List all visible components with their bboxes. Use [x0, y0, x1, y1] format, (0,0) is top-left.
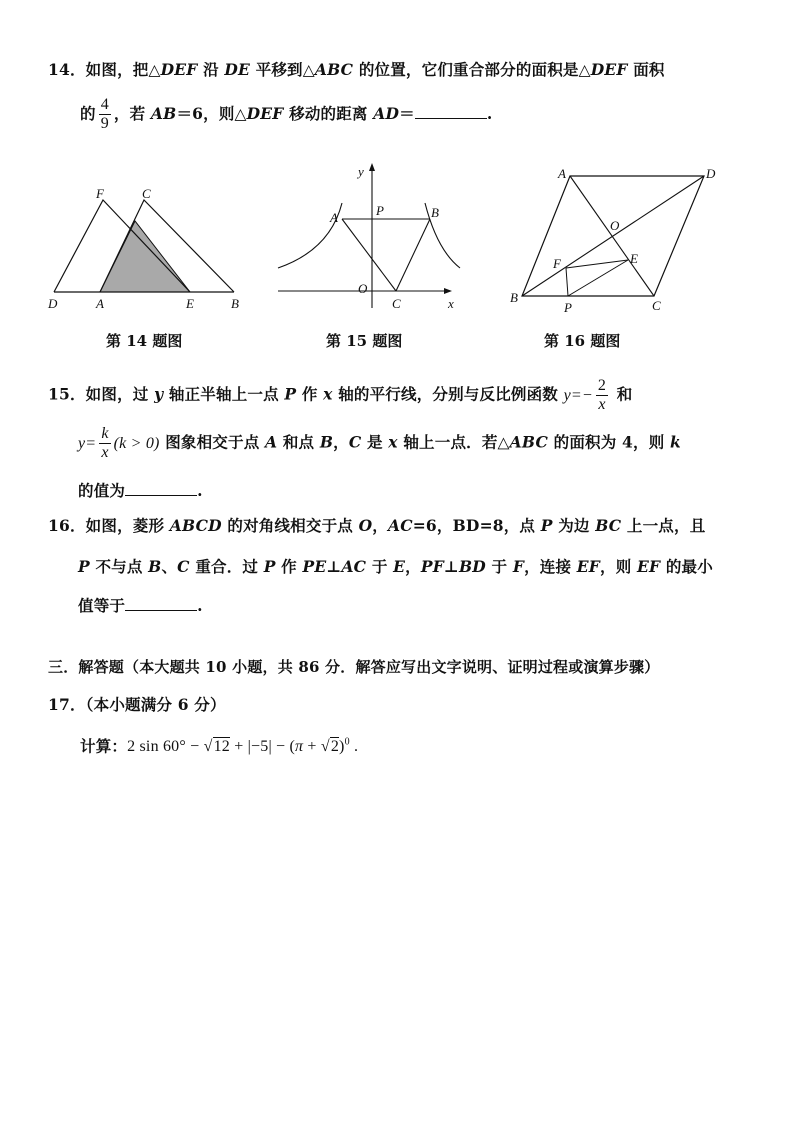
answer-blank [125, 609, 197, 611]
diagonal-bd [522, 176, 704, 296]
label-b: B [231, 296, 239, 311]
caption-fig-16: 第 16 题图 [544, 332, 621, 350]
q17-expression: 计算：2 $\sin 60^\circ - √12 + |-5| - (\pi + √2)^0$ . [80, 736, 359, 756]
label-p: P [376, 203, 384, 218]
fraction-4-9: $\frac{4}{9}$ [100, 96, 109, 133]
line-pe [568, 260, 628, 296]
label-f: F [553, 256, 561, 271]
q14-line-1: 14．如图，把△DEF 沿 DE 平移到△ABC 的位置，它们重合部分的面积是△DEF 面积 [48, 60, 665, 79]
label-e: E [186, 296, 194, 311]
answer-blank [125, 494, 197, 496]
label-b: B [431, 205, 439, 220]
label-b: B [510, 290, 518, 305]
label-c: C [142, 186, 151, 201]
label-c: C [652, 298, 661, 313]
label-f: F [96, 186, 104, 201]
caption-fig-14: 第 14 题图 [106, 332, 183, 350]
x-axis-arrow [444, 288, 452, 294]
caption-fig-15: 第 15 题图 [326, 332, 403, 350]
label-o: O [358, 281, 368, 296]
label-d: D [706, 166, 716, 181]
function-2: y= $\frac{k}{x}$ (k > 0) [78, 425, 160, 462]
shaded-overlap [100, 221, 190, 292]
figure-14 [44, 184, 254, 314]
function-1: y=− $\frac{2}{x}$ [563, 377, 607, 414]
label-c: C [392, 296, 401, 311]
label-a: A [558, 166, 566, 181]
label-e: E [630, 251, 638, 266]
answer-blank [415, 117, 487, 119]
label-a: A [330, 210, 338, 225]
diagonal-ac [570, 176, 654, 296]
label-d: D [48, 296, 58, 311]
y-axis-arrow [369, 163, 375, 171]
section-3-heading: 三．解答题（本大题共 10 小题，共 86 分．解答应写出文字说明、证明过程或演算步骤） [48, 658, 660, 676]
q16-line-1: 16．如图，菱形 ABCD 的对角线相交于点 O，AC=6，BD=8，点 P 为边 BC 上一点，且 [48, 516, 706, 535]
line-pf [566, 268, 568, 296]
q15-line-3: 的值为 . [78, 481, 203, 500]
q14-line-2: 的 $\frac{4}{9}$ ，若 AB＝6，则△DEF 移动的距离 AD＝ . [80, 96, 493, 133]
line-ac [342, 219, 396, 291]
figure-15 [272, 158, 468, 316]
q16-line-2: P 不与点 B、C 重合．过 P 作 PE⊥AC 于 E，PF⊥BD 于 F，连接 EF，则 EF 的最小 [78, 557, 713, 576]
label-y: y [358, 164, 364, 179]
label-a: A [96, 296, 104, 311]
math-expression: 2 $\sin 60^\circ - √12 + |-5| - (\pi + √2)^0$ . [127, 737, 359, 756]
q17-title: 17．（本小题满分 6 分） [48, 695, 226, 714]
q16-line-3: 值等于 . [78, 596, 203, 615]
q15-line-2: y= $\frac{k}{x}$ (k > 0) 图象相交于点 A 和点 B，C 是 x 轴上一点．若△ABC 的面积为 4，则 k [78, 425, 681, 462]
label-o: O [610, 218, 620, 233]
label-p: P [564, 300, 572, 315]
label-x: x [448, 296, 454, 311]
line-bc [396, 219, 430, 291]
q15-line-1: 15．如图，过 y 轴正半轴上一点 P 作 x 轴的平行线，分别与反比例函数 y=− $\frac{2}{x}$ 和 [48, 377, 633, 414]
figure-16 [504, 160, 730, 320]
